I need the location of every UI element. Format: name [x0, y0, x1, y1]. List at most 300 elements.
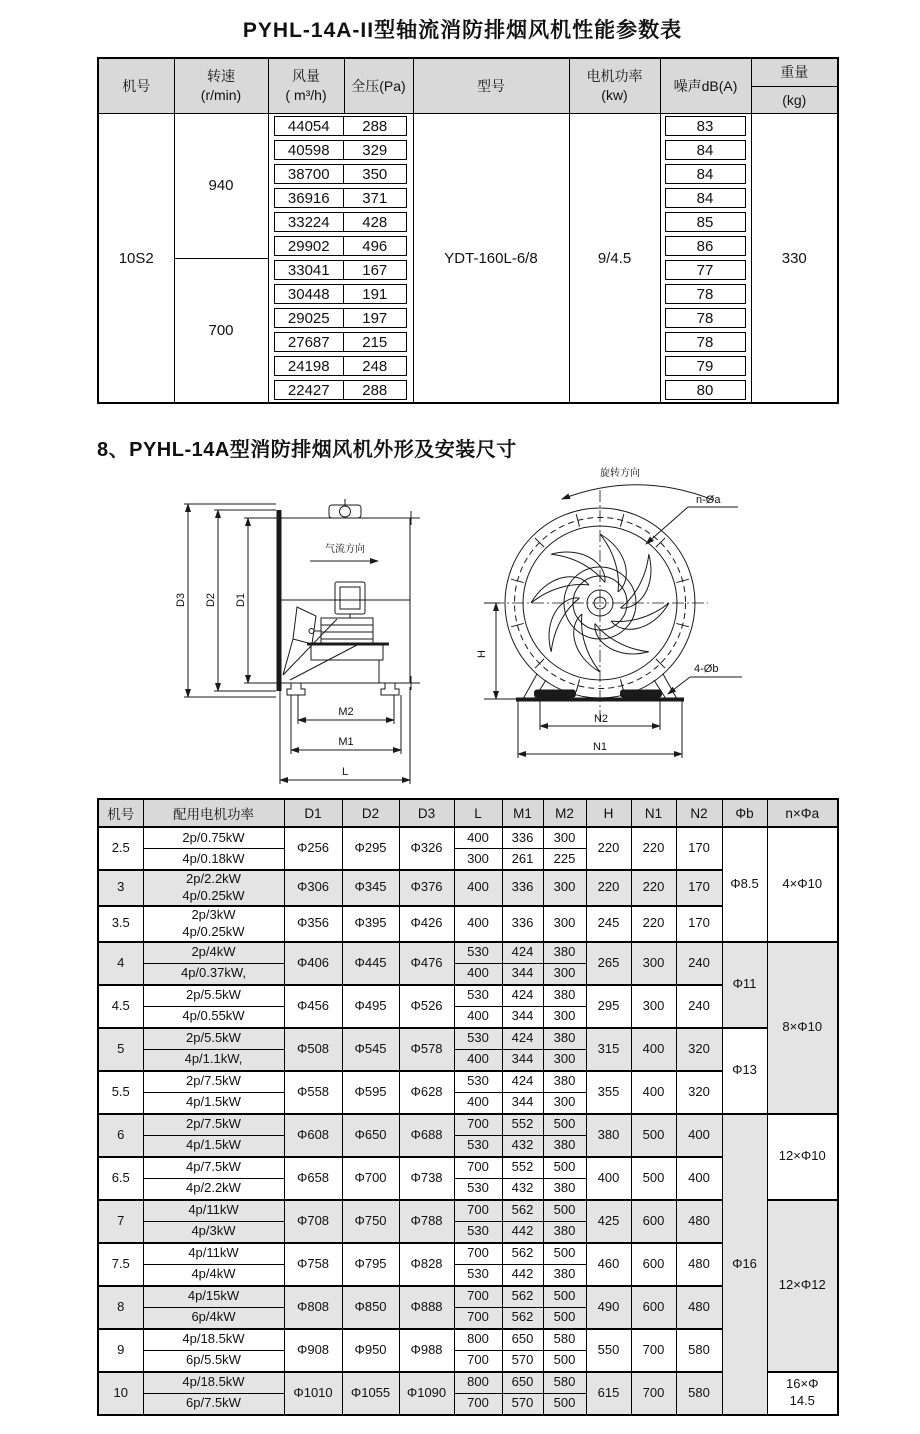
air-volume-value: 44054 — [274, 116, 345, 136]
base-holes-label: 4-Øb — [694, 663, 719, 675]
cell-m2: 300 — [543, 1049, 586, 1071]
cell-n1: 220 — [631, 827, 676, 870]
cell-d2: Φ545 — [342, 1028, 399, 1071]
cell-phi-b: Φ8.5 — [722, 827, 767, 942]
cell-speed: 940 — [174, 114, 268, 259]
cell-m1: 336 — [502, 906, 543, 942]
cell-l: 700 — [454, 1157, 502, 1179]
pressure-value: 248 — [344, 356, 407, 376]
pressure-value: 191 — [344, 284, 407, 304]
cell-phi-b: Φ16 — [722, 1114, 767, 1415]
cell-motor-option: 6p/7.5kW — [143, 1393, 284, 1415]
cell-m1: 424 — [502, 942, 543, 964]
cell-noise — [660, 234, 751, 258]
cell-m2: 380 — [543, 1028, 586, 1050]
cell-n-phi-a: 4×Φ10 — [767, 827, 838, 942]
pressure-value: 167 — [344, 260, 407, 280]
motor-option-line: 4p/0.25kW — [182, 887, 245, 903]
cell-m1: 442 — [502, 1221, 543, 1243]
dim-row — [98, 1028, 838, 1050]
cell-d1: Φ456 — [284, 985, 342, 1028]
fan-casing-outline — [277, 499, 421, 691]
col-header-noise-text: 噪声dB(A) — [673, 77, 738, 94]
cell-d2: Φ495 — [342, 985, 399, 1028]
cell-m1: 442 — [502, 1264, 543, 1286]
pressure-value: 496 — [344, 236, 407, 256]
cell-h: 315 — [586, 1028, 631, 1071]
cell-d3: Φ688 — [399, 1114, 454, 1157]
cell-motor-option: 4p/4kW — [143, 1264, 284, 1286]
fan-front-view-drawing — [470, 458, 815, 803]
cell-n1: 300 — [631, 942, 676, 985]
cell-motor-option: 4p/2.2kW — [143, 1178, 284, 1200]
cell-m2: 380 — [543, 942, 586, 964]
cell-l: 530 — [454, 1135, 502, 1157]
lifting-lug — [329, 505, 361, 518]
dim-col-header: N2 — [676, 799, 722, 827]
noise-value: 78 — [665, 332, 746, 352]
base-hole-callout — [668, 663, 742, 694]
cell-m1: 650 — [502, 1329, 543, 1351]
cell-d1: Φ558 — [284, 1071, 342, 1114]
fan-blade — [533, 592, 593, 652]
cell-m2: 300 — [543, 963, 586, 985]
dim-col-header: n×Φa — [767, 799, 838, 827]
cell-l: 700 — [454, 1243, 502, 1265]
dim-label-d2: D2 — [205, 592, 217, 608]
cell-l: 530 — [454, 985, 502, 1007]
col-header-pressure-text: 全压(Pa) — [351, 77, 406, 94]
cell-n-phi-a — [767, 1372, 838, 1415]
cell-m2: 500 — [543, 1307, 586, 1329]
cell-motor-option: 6p/4kW — [143, 1307, 284, 1329]
cell-d3: Φ476 — [399, 942, 454, 985]
performance-table-wrap — [97, 57, 839, 404]
pressure-value: 288 — [344, 380, 407, 400]
cell-m1: 344 — [502, 1049, 543, 1071]
cell-d3: Φ326 — [399, 827, 454, 870]
cell-noise — [660, 162, 751, 186]
cell-d3: Φ526 — [399, 985, 454, 1028]
noise-value: 85 — [665, 212, 746, 232]
inlet-flange — [277, 510, 282, 691]
noise-value: 86 — [665, 236, 746, 256]
dim-col-header: D2 — [342, 799, 399, 827]
cell-l: 700 — [454, 1200, 502, 1222]
cell-motor-option: 4p/11kW — [143, 1243, 284, 1265]
air-volume-value: 33041 — [274, 260, 345, 280]
cell-n1: 220 — [631, 906, 676, 942]
cell-motor-option: 4p/1.5kW — [143, 1135, 284, 1157]
pressure-value: 428 — [344, 212, 407, 232]
cell-phi-b: Φ11 — [722, 942, 767, 1028]
cell-motor-option: 2p/4kW — [143, 942, 284, 964]
cell-h: 265 — [586, 942, 631, 985]
dim-label-h: H — [476, 650, 488, 658]
cell-air-volume — [268, 330, 344, 354]
col-header-model — [98, 58, 174, 114]
cell-motor-option: 4p/7.5kW — [143, 1157, 284, 1179]
cell-fan-size: 7 — [98, 1200, 143, 1243]
cell-n2: 480 — [676, 1200, 722, 1243]
cell-m1: 424 — [502, 985, 543, 1007]
pressure-value: 215 — [344, 332, 407, 352]
cell-d1: Φ708 — [284, 1200, 342, 1243]
cell-d2: Φ1055 — [342, 1372, 399, 1415]
n-phi-a-line: 16×Φ — [786, 1376, 819, 1392]
dim-col-header: 机号 — [98, 799, 143, 827]
cell-d2: Φ345 — [342, 870, 399, 906]
cell-fan-size: 7.5 — [98, 1243, 143, 1286]
cell-l: 530 — [454, 942, 502, 964]
cell-h: 460 — [586, 1243, 631, 1286]
cell-m2: 500 — [543, 1243, 586, 1265]
fan-blade — [589, 611, 649, 671]
col-header-type-text: 型号 — [477, 77, 505, 94]
cell-d2: Φ700 — [342, 1157, 399, 1200]
cell-air-volume — [268, 114, 344, 139]
cell-noise — [660, 138, 751, 162]
cell-motor-option: 2p/7.5kW — [143, 1071, 284, 1093]
dimension-table — [97, 798, 839, 1416]
dimension-table-wrap — [97, 798, 839, 1416]
cell-m1: 562 — [502, 1243, 543, 1265]
cell-l: 800 — [454, 1372, 502, 1394]
cell-noise — [660, 186, 751, 210]
cell-motor-type: YDT-160L-6/8 — [413, 114, 569, 404]
cell-noise — [660, 282, 751, 306]
cell-motor-option: 4p/3kW — [143, 1221, 284, 1243]
cell-pressure — [344, 258, 413, 282]
cell-pressure — [344, 306, 413, 330]
fan-blade — [600, 534, 626, 592]
cell-air-volume — [268, 258, 344, 282]
cell-d1: Φ808 — [284, 1286, 342, 1329]
dim-label-d1: D1 — [235, 592, 247, 608]
cell-fan-size: 4 — [98, 942, 143, 985]
cell-fan-size: 6 — [98, 1114, 143, 1157]
cell-d1: Φ608 — [284, 1114, 342, 1157]
col-header-power-text: 电机功率 — [586, 68, 643, 85]
cell-n1: 500 — [631, 1157, 676, 1200]
cell-d2: Φ295 — [342, 827, 399, 870]
cell-fan-size: 3 — [98, 870, 143, 906]
cell-fan-size: 9 — [98, 1329, 143, 1372]
cell-l: 530 — [454, 1264, 502, 1286]
noise-value: 83 — [665, 116, 746, 136]
cell-n2: 170 — [676, 827, 722, 870]
col-header-weight — [751, 58, 838, 114]
cell-n2: 400 — [676, 1157, 722, 1200]
cell-m2: 500 — [543, 1114, 586, 1136]
cell-d1: Φ908 — [284, 1329, 342, 1372]
cell-m2: 380 — [543, 1178, 586, 1200]
air-volume-value: 27687 — [274, 332, 345, 352]
cell-motor-option: 6p/5.5kW — [143, 1350, 284, 1372]
cell-air-volume — [268, 354, 344, 378]
motor-option-line: 4p/0.25kW — [182, 923, 245, 939]
cell-motor-power: 9/4.5 — [569, 114, 660, 404]
dim-header-row — [98, 799, 838, 827]
cell-d3: Φ988 — [399, 1329, 454, 1372]
col-header-weight-unit: (kg) — [782, 91, 807, 108]
cell-m2: 500 — [543, 1350, 586, 1372]
cell-h: 295 — [586, 985, 631, 1028]
cell-d2: Φ650 — [342, 1114, 399, 1157]
cell-h: 220 — [586, 870, 631, 906]
fan-side-view-drawing — [158, 466, 473, 804]
cell-h: 220 — [586, 827, 631, 870]
noise-value: 84 — [665, 140, 746, 160]
holes-label: n-Øa — [696, 494, 721, 506]
cell-l: 400 — [454, 1006, 502, 1028]
col-header-pressure — [344, 58, 413, 114]
cell-m2: 380 — [543, 1071, 586, 1093]
cell-d1: Φ406 — [284, 942, 342, 985]
cell-motor-option: 4p/1.1kW, — [143, 1049, 284, 1071]
col-header-volume-text: ( m³/h) — [285, 87, 327, 103]
motor-assembly — [307, 582, 389, 683]
col-header-volume — [268, 58, 344, 114]
cell-l: 400 — [454, 1092, 502, 1114]
pressure-value: 197 — [344, 308, 407, 328]
cell-h: 550 — [586, 1329, 631, 1372]
cell-m2: 500 — [543, 1157, 586, 1179]
cell-d2: Φ850 — [342, 1286, 399, 1329]
pressure-value: 329 — [344, 140, 407, 160]
cell-n1: 400 — [631, 1028, 676, 1071]
cell-m1: 552 — [502, 1114, 543, 1136]
col-header-speed — [174, 58, 268, 114]
bolt-circle-callout — [646, 494, 738, 544]
cell-noise — [660, 258, 751, 282]
cell-pressure — [344, 354, 413, 378]
fan-blade — [608, 554, 668, 614]
cell-n2: 170 — [676, 906, 722, 942]
cell-d3: Φ578 — [399, 1028, 454, 1071]
cell-pressure — [344, 162, 413, 186]
cell-fan-size: 10 — [98, 1372, 143, 1415]
cell-pressure — [344, 210, 413, 234]
cell-m1: 261 — [502, 849, 543, 871]
col-header-power-text: (kw) — [601, 87, 628, 103]
cell-n1: 220 — [631, 870, 676, 906]
cell-air-volume — [268, 210, 344, 234]
cell-l: 800 — [454, 1329, 502, 1351]
cell-d1: Φ306 — [284, 870, 342, 906]
length-dimensions — [280, 687, 410, 784]
dim-label-n2: N2 — [593, 713, 609, 725]
dim-col-header: 配用电机功率 — [143, 799, 284, 827]
cell-l: 700 — [454, 1114, 502, 1136]
cell-h: 615 — [586, 1372, 631, 1415]
cell-n-phi-a: 12×Φ10 — [767, 1114, 838, 1200]
pressure-value: 288 — [344, 116, 407, 136]
col-header-model-text: 机号 — [122, 77, 151, 94]
noise-value: 79 — [665, 356, 746, 376]
col-header-speed-text: (r/min) — [200, 87, 242, 103]
cell-l: 400 — [454, 1049, 502, 1071]
cell-d1: Φ758 — [284, 1243, 342, 1286]
cell-m2: 500 — [543, 1393, 586, 1415]
cell-motor-option: 4p/0.55kW — [143, 1006, 284, 1028]
cell-d2: Φ595 — [342, 1071, 399, 1114]
cell-d2: Φ395 — [342, 906, 399, 942]
performance-table — [97, 57, 839, 404]
noise-value: 84 — [665, 164, 746, 184]
air-volume-value: 33224 — [274, 212, 345, 232]
cell-h: 355 — [586, 1071, 631, 1114]
cell-n2: 240 — [676, 942, 722, 985]
cell-n1: 600 — [631, 1243, 676, 1286]
cell-noise — [660, 210, 751, 234]
cell-m1: 552 — [502, 1157, 543, 1179]
cell-pressure — [344, 186, 413, 210]
fan-blade — [551, 536, 611, 596]
cell-n1: 600 — [631, 1286, 676, 1329]
cell-d3: Φ828 — [399, 1243, 454, 1286]
cell-l: 400 — [454, 870, 502, 906]
dim-col-header: M2 — [543, 799, 586, 827]
fan-blade — [574, 614, 600, 672]
perf-row — [98, 114, 838, 139]
cell-n-phi-a: 8×Φ10 — [767, 942, 838, 1114]
cell-m1: 562 — [502, 1200, 543, 1222]
air-volume-value: 38700 — [274, 164, 345, 184]
cell-pressure — [344, 114, 413, 139]
cell-m1: 562 — [502, 1307, 543, 1329]
dim-col-header: M1 — [502, 799, 543, 827]
cell-m2: 580 — [543, 1329, 586, 1351]
cell-m1: 344 — [502, 1006, 543, 1028]
cell-air-volume — [268, 282, 344, 306]
col-header-power — [569, 58, 660, 114]
dim-col-header: Φb — [722, 799, 767, 827]
cell-fan-size: 4.5 — [98, 985, 143, 1028]
cell-d2: Φ750 — [342, 1200, 399, 1243]
dim-label-d3: D3 — [175, 592, 187, 608]
cell-m2: 380 — [543, 985, 586, 1007]
cell-m2: 500 — [543, 1200, 586, 1222]
air-volume-value: 24198 — [274, 356, 345, 376]
dim-row — [98, 942, 838, 964]
cell-d2: Φ950 — [342, 1329, 399, 1372]
cell-n1: 700 — [631, 1372, 676, 1415]
cell-motor-option: 2p/5.5kW — [143, 1028, 284, 1050]
pressure-value: 371 — [344, 188, 407, 208]
cell-n2: 480 — [676, 1286, 722, 1329]
cell-m2: 300 — [543, 1006, 586, 1028]
cell-h: 380 — [586, 1114, 631, 1157]
cell-d1: Φ508 — [284, 1028, 342, 1071]
cell-phi-b: Φ13 — [722, 1028, 767, 1114]
cell-l: 700 — [454, 1307, 502, 1329]
cell-n2: 320 — [676, 1028, 722, 1071]
height-dimension — [476, 603, 516, 699]
cell-h: 490 — [586, 1286, 631, 1329]
dim-row — [98, 827, 838, 849]
cell-noise — [660, 378, 751, 403]
cell-n2: 400 — [676, 1114, 722, 1157]
cell-pressure — [344, 282, 413, 306]
cell-m2: 500 — [543, 1286, 586, 1308]
cell-air-volume — [268, 138, 344, 162]
n-phi-a-line: 14.5 — [789, 1393, 815, 1409]
cell-speed: 700 — [174, 258, 268, 403]
dim-col-header: L — [454, 799, 502, 827]
cell-pressure — [344, 330, 413, 354]
cell-air-volume — [268, 234, 344, 258]
noise-value: 78 — [665, 284, 746, 304]
centerlines — [492, 490, 708, 720]
cell-d1: Φ658 — [284, 1157, 342, 1200]
cell-d3: Φ888 — [399, 1286, 454, 1329]
cell-motor-option: 2p/0.75kW — [143, 827, 284, 849]
motor-option-line: 2p/2.2kW — [186, 871, 241, 886]
cell-fan-size: 2.5 — [98, 827, 143, 870]
col-header-volume-text: 风量 — [292, 68, 320, 85]
cell-fan-size: 6.5 — [98, 1157, 143, 1200]
cell-m2: 580 — [543, 1372, 586, 1394]
cell-m1: 344 — [502, 1092, 543, 1114]
cell-pressure — [344, 138, 413, 162]
cell-air-volume — [268, 306, 344, 330]
cell-d3: Φ1090 — [399, 1372, 454, 1415]
cell-n-phi-a: 12×Φ12 — [767, 1200, 838, 1372]
dim-label-l: L — [341, 766, 349, 778]
cell-m1: 570 — [502, 1393, 543, 1415]
cell-n1: 600 — [631, 1200, 676, 1243]
cell-motor-option: 4p/18.5kW — [143, 1372, 284, 1394]
cell-n2: 170 — [676, 870, 722, 906]
cell-m1: 336 — [502, 827, 543, 849]
cell-m1: 424 — [502, 1028, 543, 1050]
cell-m1: 432 — [502, 1135, 543, 1157]
cell-noise — [660, 354, 751, 378]
cell-m1: 570 — [502, 1350, 543, 1372]
cell-noise — [660, 330, 751, 354]
cell-pressure — [344, 234, 413, 258]
cell-d1: Φ1010 — [284, 1372, 342, 1415]
section-heading: 8、PYHL-14A型消防排烟风机外形及安装尺寸 — [97, 439, 517, 461]
cell-pressure — [344, 378, 413, 403]
cell-l: 300 — [454, 849, 502, 871]
performance-table-title: PYHL-14A-II型轴流消防排烟风机性能参数表 — [242, 19, 683, 42]
cell-fan-size: 5 — [98, 1028, 143, 1071]
mounting-feet — [287, 683, 399, 695]
cell-n2: 240 — [676, 985, 722, 1028]
air-volume-value: 40598 — [274, 140, 345, 160]
cell-n1: 700 — [631, 1329, 676, 1372]
cell-d1: Φ356 — [284, 906, 342, 942]
air-volume-value: 29902 — [274, 236, 345, 256]
cell-m2: 300 — [543, 827, 586, 849]
cell-air-volume — [268, 378, 344, 403]
dim-label-m2: M2 — [338, 706, 354, 718]
fan-blade — [611, 603, 669, 629]
cell-d2: Φ795 — [342, 1243, 399, 1286]
cell-n2: 580 — [676, 1329, 722, 1372]
cell-d3: Φ628 — [399, 1071, 454, 1114]
cell-motor-option — [143, 870, 284, 906]
cell-h: 425 — [586, 1200, 631, 1243]
dim-label-n1: N1 — [592, 741, 608, 753]
cell-l: 530 — [454, 1028, 502, 1050]
cell-motor-option — [143, 906, 284, 942]
pressure-value: 350 — [344, 164, 407, 184]
cell-l: 530 — [454, 1178, 502, 1200]
motor-option-line: 2p/3kW — [191, 906, 236, 922]
